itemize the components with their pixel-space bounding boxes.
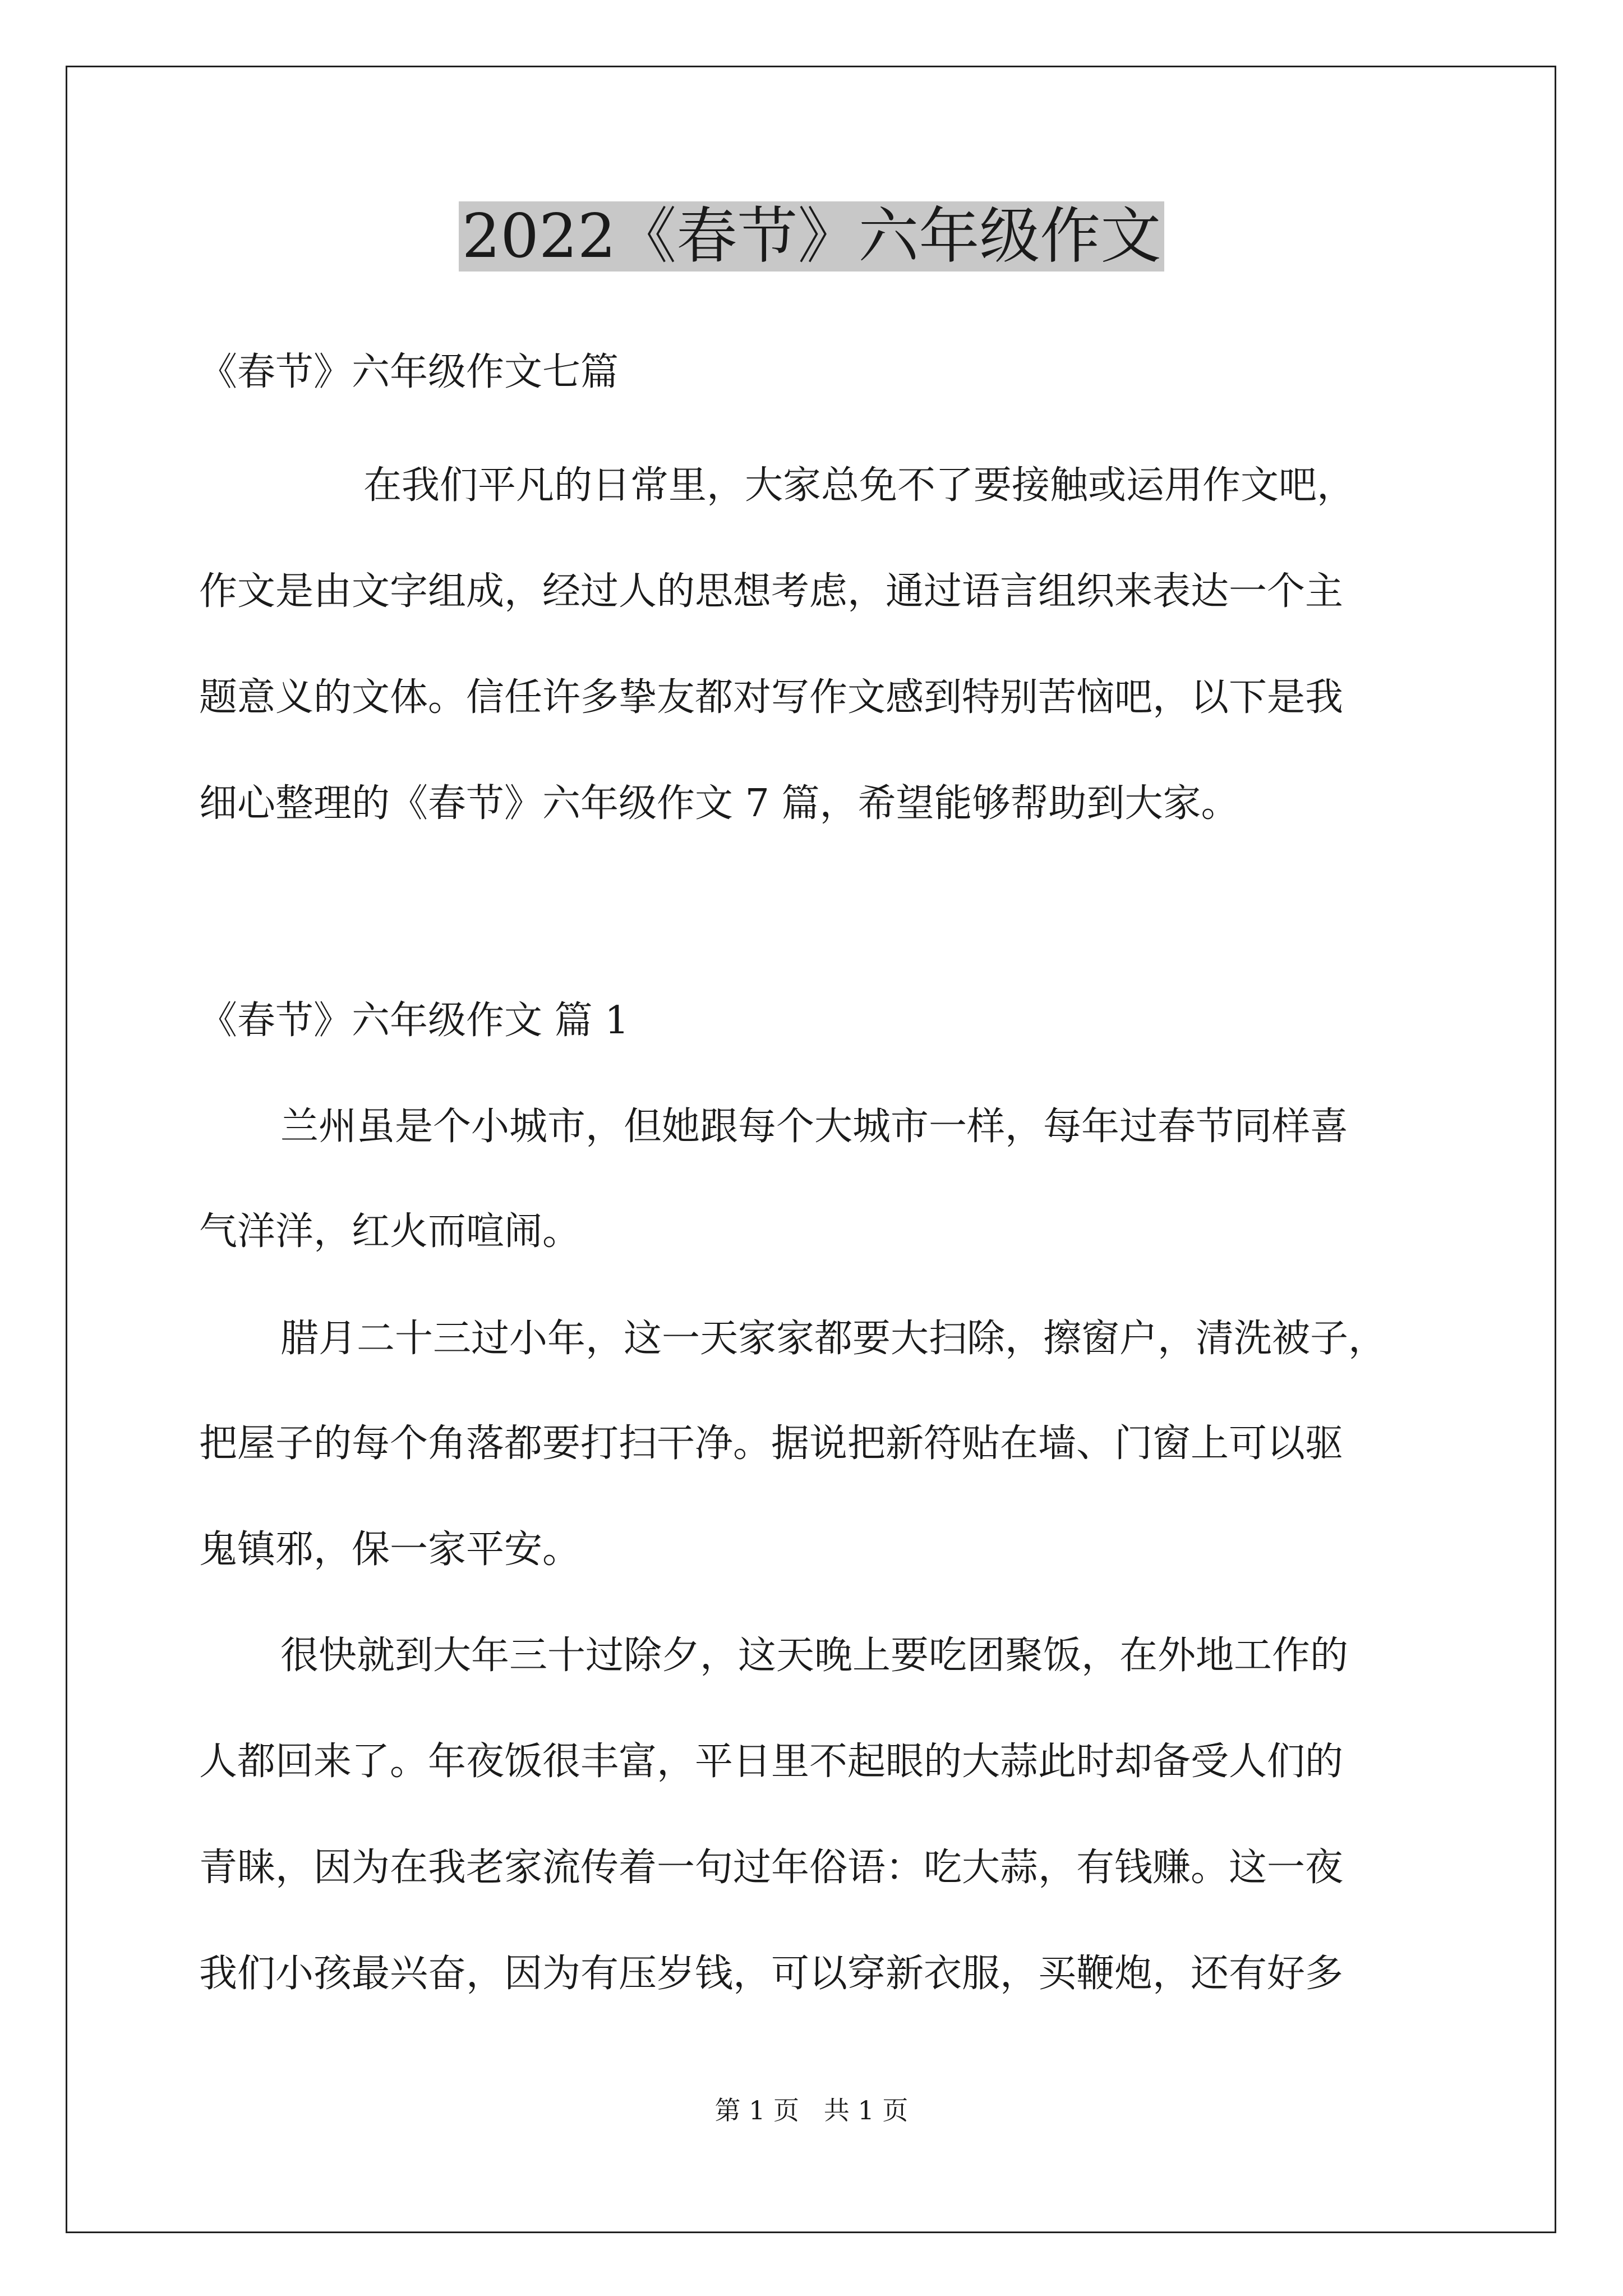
document-subtitle: 《春节》六年级作文七篇 [199,350,619,394]
intro-line-3: 题意义的文体。信任许多挚友都对写作文感到特别苦恼吧，以下是我 [199,675,1344,720]
paragraph-line: 气洋洋，红火而喧闹。 [199,1209,581,1254]
paragraph-line: 兰州虽是个小城市，但她跟每个大城市一样，每年过春节同样喜 [280,1105,1349,1149]
page-footer: 第 1 页 共 1 页 [714,2095,909,2125]
section-heading: 《春节》六年级作文 篇 1 [199,999,629,1043]
paragraph-line: 我们小孩最兴奋，因为有压岁钱，可以穿新衣服，买鞭炮，还有好多 [199,1952,1344,1996]
paragraph-line: 人都回来了。年夜饭很丰富，平日里不起眼的大蒜此时却备受人们的 [199,1740,1344,1784]
intro-line-4: 细心整理的《春节》六年级作文 7 篇，希望能够帮助到大家。 [199,781,1239,826]
paragraph-line: 把屋子的每个角落都要打扫干净。据说把新符贴在墙、门窗上可以驱 [199,1421,1344,1466]
intro-line-1: 在我们平凡的日常里，大家总免不了要接触或运用作文吧， [363,463,1355,508]
paragraph-line: 腊月二十三过小年，这一天家家都要大扫除，擦窗户，清洗被子， [280,1317,1387,1361]
paragraph-line: 鬼镇邪，保一家平安。 [199,1527,581,1572]
document-title: 2022《春节》六年级作文 [0,197,1623,276]
paragraph-line: 很快就到大年三十过除夕，这天晚上要吃团聚饭，在外地工作的 [280,1634,1349,1678]
intro-line-2: 作文是由文字组成，经过人的思想考虑，通过语言组织来表达一个主 [199,569,1344,614]
paragraph-line: 青睐，因为在我老家流传着一句过年俗语：吃大蒜，有钱赚。这一夜 [199,1846,1344,1890]
